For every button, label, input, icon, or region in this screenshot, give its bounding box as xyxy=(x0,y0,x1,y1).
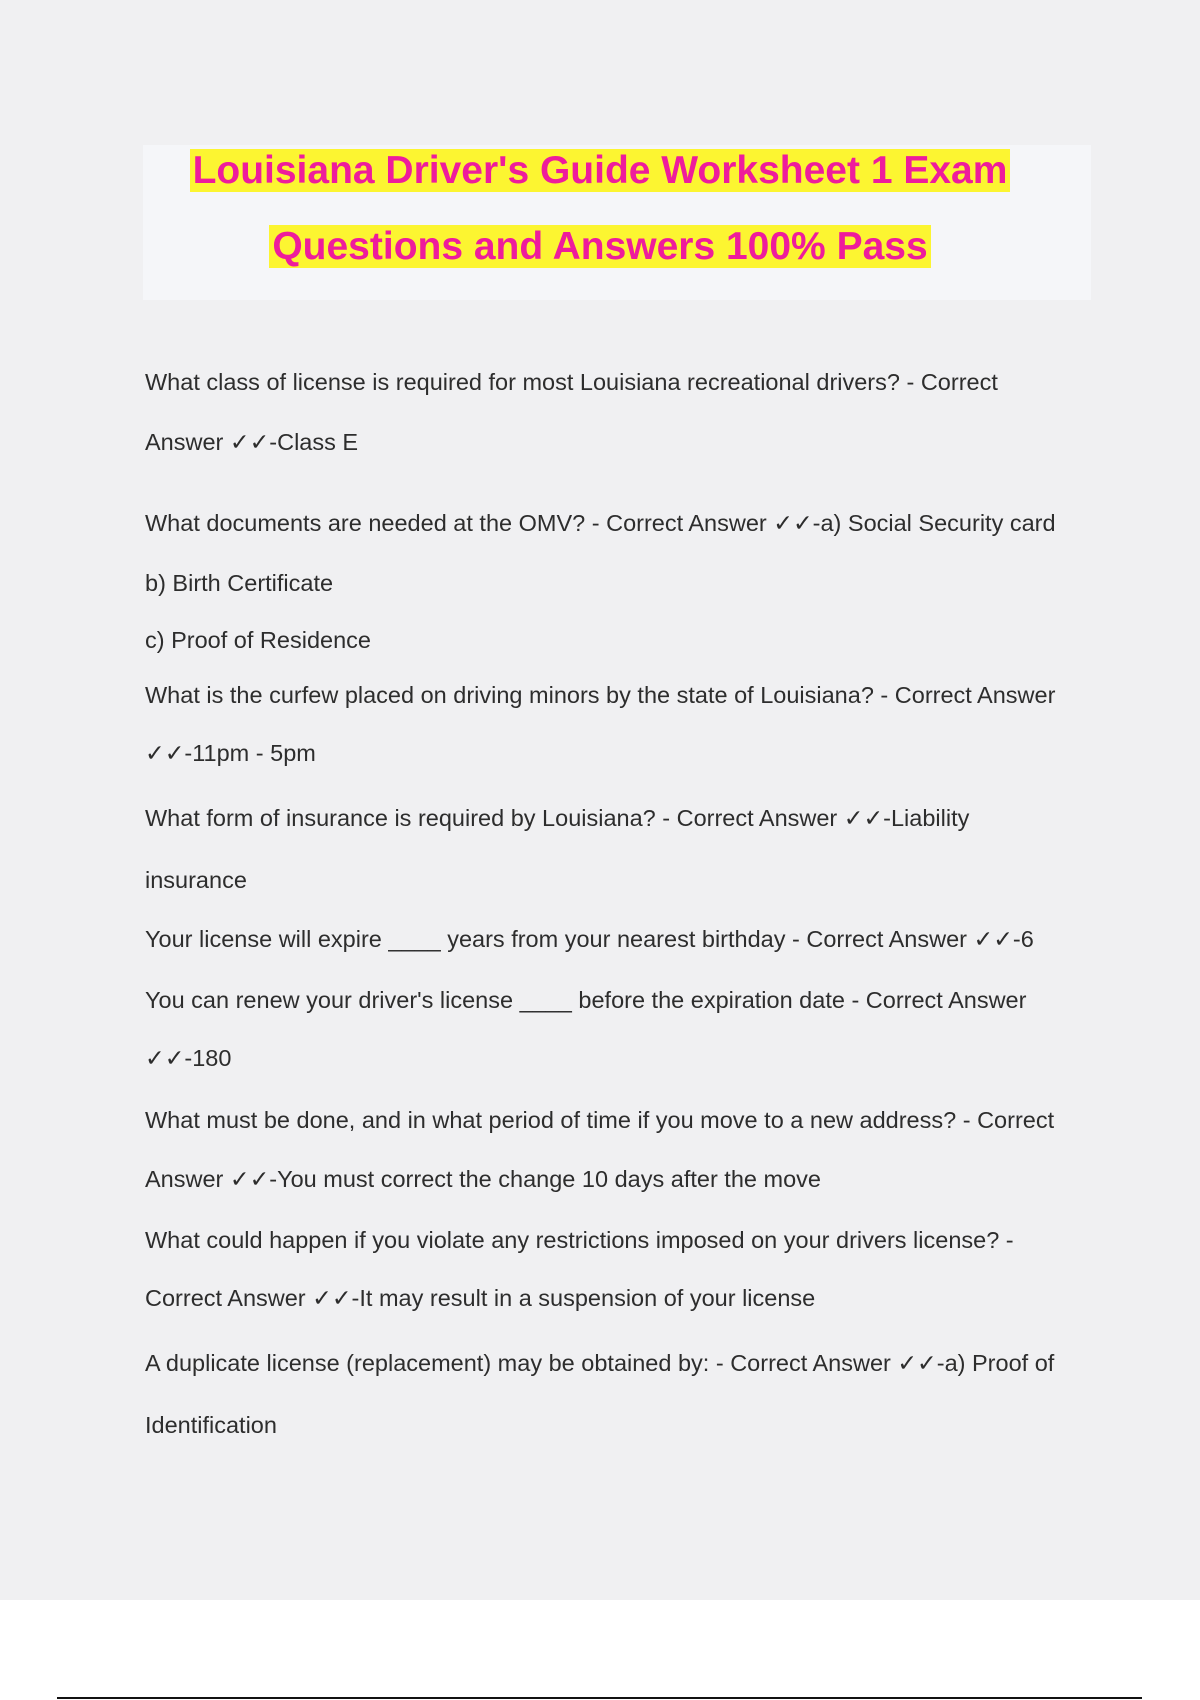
title-highlight-2: Questions and Answers 100% Pass xyxy=(269,225,930,268)
question-2-line-1: What documents are needed at the OMV? - Correct Answer ✓✓-a) Social Security card xyxy=(145,510,1056,536)
answer-3-line-1: ✓✓-11pm - 5pm xyxy=(145,740,316,766)
question-6-line-1: You can renew your driver's license ____ before the expiration date - Correct Answer xyxy=(145,987,1027,1013)
document-title-line-2 xyxy=(0,224,1200,270)
answer-1-line-1: Answer ✓✓-Class E xyxy=(145,429,359,455)
question-5-line-1: Your license will expire ____ years from your nearest birthday - Correct Answer ✓✓-6 xyxy=(145,926,1034,952)
question-1-line-1: What class of license is required for most Louisiana recreational drivers? - Correct xyxy=(145,369,998,395)
answer-2-line-3: c) Proof of Residence xyxy=(145,627,371,653)
answer-2-line-2: b) Birth Certificate xyxy=(145,570,334,596)
page-divider xyxy=(57,1697,1142,1699)
question-4-line-1: What form of insurance is required by Louisiana? - Correct Answer ✓✓-Liability xyxy=(145,805,970,831)
question-3-line-1: What is the curfew placed on driving minors by the state of Louisiana? - Correct Answer xyxy=(145,682,1056,708)
question-8-line-1: What could happen if you violate any restrictions imposed on your drivers license? - xyxy=(145,1227,1014,1253)
document-title-line-1 xyxy=(0,148,1200,194)
answer-6-line-1: ✓✓-180 xyxy=(145,1045,232,1071)
question-7-line-1: What must be done, and in what period of time if you move to a new address? - Correct xyxy=(145,1107,1055,1133)
title-highlight-1: Louisiana Driver's Guide Worksheet 1 Exam xyxy=(190,149,1011,192)
answer-4-line-2: insurance xyxy=(145,867,247,893)
answer-9-line-2: Identification xyxy=(145,1412,277,1438)
question-9-line-1: A duplicate license (replacement) may be obtained by: - Correct Answer ✓✓-a) Proof of xyxy=(145,1350,1055,1376)
answer-8-line-1: Correct Answer ✓✓-It may result in a suspension of your license xyxy=(145,1285,816,1311)
answer-7-line-1: Answer ✓✓-You must correct the change 10 days after the move xyxy=(145,1166,821,1192)
